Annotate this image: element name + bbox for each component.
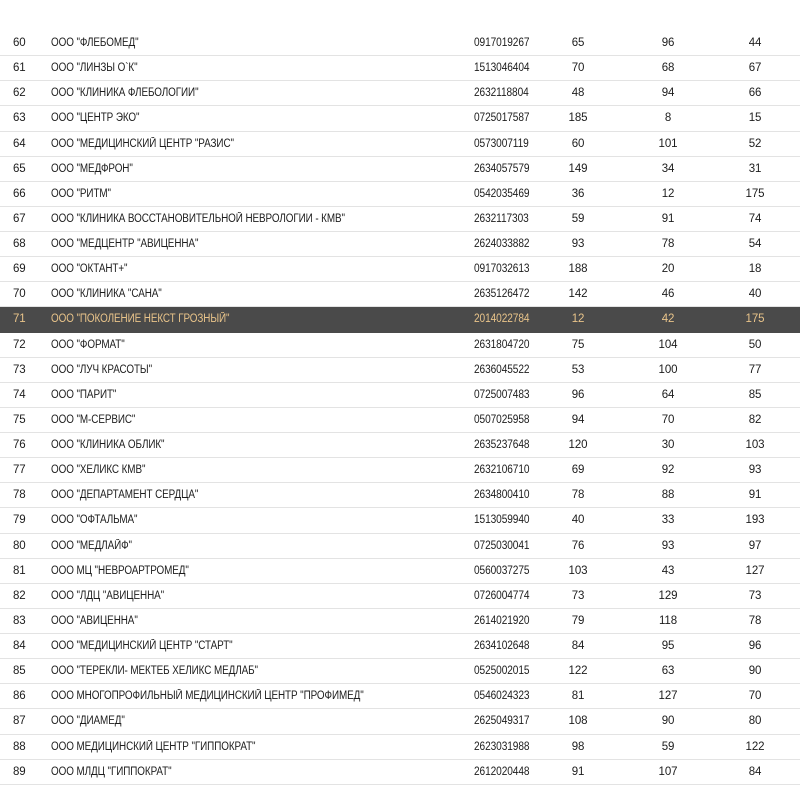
value-a-cell: 94 [571,413,585,426]
value-c-cell: 73 [748,589,762,602]
value-c-cell: 52 [748,137,762,150]
rank-cell: 81 [13,564,26,577]
value-c-cell: 122 [745,740,765,753]
inn-cell: 2635237648 [474,439,530,451]
value-b-cell: 104 [658,338,678,351]
table-row [0,735,800,760]
company-name-cell: ООО "МЕДЛАЙФ" [51,539,132,552]
value-b-cell: 70 [661,413,675,426]
table-row [0,483,800,508]
company-name-cell: ООО "АВИЦЕННА" [51,614,138,627]
inn-cell: 1513046404 [474,62,530,75]
value-b-cell: 127 [658,690,678,703]
value-b-cell: 92 [661,464,675,477]
value-b-cell: 95 [661,640,675,652]
table-row [0,232,800,257]
value-a-cell: 93 [571,238,585,250]
rank-cell: 75 [13,413,26,426]
value-a-cell: 81 [571,690,585,703]
value-c-cell: 193 [745,514,765,527]
rank-cell: 89 [13,765,26,778]
value-b-cell: 64 [661,388,675,401]
inn-cell: 2625049317 [474,715,530,728]
company-name-cell: ООО МЛДЦ "ГИППОКРАТ" [51,765,172,778]
inn-cell: 2014022784 [474,313,530,326]
value-a-cell: 91 [571,765,585,778]
rank-cell: 87 [13,715,26,728]
table-row [0,609,800,634]
rank-cell: 66 [13,187,26,200]
value-a-cell: 98 [571,740,585,753]
value-b-cell: 96 [661,37,675,49]
company-name-cell: ООО МЕДИЦИНСКИЙ ЦЕНТР "ГИППОКРАТ" [51,740,256,753]
company-name-cell: ООО "ОФТАЛЬМА" [51,514,138,527]
value-a-cell: 75 [571,338,585,351]
rank-cell: 80 [13,539,26,552]
inn-cell: 2634057579 [474,162,530,175]
company-name-cell: ООО "КЛИНИКА ФЛЕБОЛОГИИ" [51,87,199,100]
table-row [0,584,800,609]
inn-cell: 1513059940 [474,514,530,527]
inn-cell: 2636045522 [474,363,530,376]
inn-cell: 0726004774 [474,589,530,602]
rank-cell: 72 [13,338,26,351]
company-name-cell: ООО "ЛИНЗЫ О`К" [51,62,138,75]
table-row [0,709,800,734]
company-name-cell: ООО "ОКТАНТ+" [51,263,128,276]
value-a-cell: 142 [568,288,588,301]
value-a-cell: 36 [571,187,585,200]
value-c-cell: 70 [748,690,762,703]
value-c-cell: 103 [745,439,765,451]
value-b-cell: 91 [661,212,675,225]
rank-cell: 77 [13,464,26,477]
value-a-cell: 84 [571,640,585,652]
value-c-cell: 40 [748,288,762,301]
value-c-cell: 66 [748,87,762,100]
company-name-cell: ООО "ФЛЕБОМЕД" [51,37,139,49]
value-b-cell: 118 [658,614,678,627]
value-c-cell: 80 [748,715,762,728]
ranking-table [0,31,800,785]
rank-cell: 78 [13,489,26,502]
rank-cell: 73 [13,363,26,376]
value-a-cell: 79 [571,614,585,627]
rank-cell: 63 [13,112,26,125]
table-row [0,56,800,81]
table-row [0,257,800,282]
value-c-cell: 127 [745,564,765,577]
rank-cell: 88 [13,740,26,753]
inn-cell: 0573007119 [474,137,529,150]
table-row [0,207,800,232]
value-c-cell: 85 [748,388,762,401]
company-name-cell: ООО "ДИАМЕД" [51,715,125,728]
value-a-cell: 40 [571,514,585,527]
table-row [0,458,800,483]
value-c-cell: 15 [748,112,762,125]
company-name-cell: ООО "ДЕПАРТАМЕНТ СЕРДЦА" [51,489,199,502]
inn-cell: 2632106710 [474,464,530,477]
company-name-cell: ООО "ЛДЦ "АВИЦЕННА" [51,589,165,602]
company-name-cell: ООО "МЕДИЦИНСКИЙ ЦЕНТР "СТАРТ" [51,640,233,652]
value-b-cell: 101 [658,137,678,150]
rank-cell: 85 [13,665,26,678]
value-a-cell: 108 [568,715,588,728]
value-a-cell: 120 [568,439,588,451]
value-a-cell: 59 [571,212,585,225]
company-name-cell: ООО "ФОРМАТ" [51,338,125,351]
value-b-cell: 107 [658,765,678,778]
company-name-cell: ООО "КЛИНИКА "САНА" [51,288,162,301]
value-b-cell: 34 [661,162,675,175]
inn-cell: 0725030041 [474,539,530,552]
value-b-cell: 33 [661,514,675,527]
company-name-cell: ООО "МЕДФРОН" [51,162,133,175]
value-c-cell: 84 [748,765,762,778]
value-c-cell: 54 [748,238,762,250]
value-a-cell: 76 [571,539,585,552]
inn-cell: 2632117303 [474,212,529,225]
value-b-cell: 68 [661,62,675,75]
table-row [0,282,800,307]
company-name-cell: ООО "ПАРИТ" [51,388,117,401]
company-name-cell: ООО "КЛИНИКА ВОССТАНОВИТЕЛЬНОЙ НЕВРОЛОГИИ - КМВ" [51,212,345,225]
inn-cell: 2632118804 [474,87,529,100]
value-a-cell: 103 [568,564,588,577]
rank-cell: 86 [13,690,26,703]
table-row [0,157,800,182]
value-a-cell: 69 [571,464,585,477]
rank-cell: 79 [13,514,26,527]
value-b-cell: 88 [661,489,675,502]
value-b-cell: 8 [664,112,672,125]
table-row [0,182,800,207]
value-c-cell: 44 [748,37,762,49]
table-row [0,31,800,56]
value-a-cell: 96 [571,388,585,401]
rank-cell: 83 [13,614,26,627]
table-row [0,534,800,559]
inn-cell: 2623031988 [474,740,530,753]
value-c-cell: 74 [748,212,762,225]
table-row [0,684,800,709]
rank-cell: 71 [13,313,26,326]
company-name-cell: ООО "ПОКОЛЕНИЕ НЕКСТ ГРОЗНЫЙ" [51,313,230,326]
value-b-cell: 42 [661,313,675,326]
rank-cell: 84 [13,640,26,652]
value-c-cell: 97 [748,539,762,552]
inn-cell: 2624033882 [474,238,530,250]
value-a-cell: 12 [571,313,585,326]
rank-cell: 76 [13,439,26,451]
inn-cell: 0542035469 [474,187,530,200]
value-b-cell: 129 [658,589,678,602]
value-c-cell: 91 [748,489,762,502]
rank-cell: 61 [13,62,26,75]
value-b-cell: 20 [661,263,675,276]
value-a-cell: 78 [571,489,585,502]
value-a-cell: 70 [571,62,585,75]
inn-cell: 2634800410 [474,489,530,502]
value-a-cell: 60 [571,137,585,150]
company-name-cell: ООО "МЕДЦЕНТР "АВИЦЕННА" [51,238,199,250]
inn-cell: 2631804720 [474,338,530,351]
value-b-cell: 100 [658,363,678,376]
rank-cell: 62 [13,87,26,100]
inn-cell: 0725007483 [474,388,530,401]
value-b-cell: 43 [661,564,675,577]
table-row [0,358,800,383]
value-c-cell: 77 [748,363,762,376]
value-c-cell: 93 [748,464,762,477]
table-row [0,634,800,659]
rank-cell: 64 [13,137,26,150]
company-name-cell: ООО "ТЕРЕКЛИ- МЕКТЕБ ХЕЛИКС МЕДЛАБ" [51,665,258,678]
table-row [0,433,800,458]
table-row [0,81,800,106]
value-a-cell: 65 [571,37,585,49]
value-a-cell: 53 [571,363,585,376]
company-name-cell: ООО "ЛУЧ КРАСОТЫ" [51,363,152,376]
value-b-cell: 12 [661,187,675,200]
value-a-cell: 188 [568,263,588,276]
value-b-cell: 30 [661,439,675,451]
rank-cell: 68 [13,238,26,250]
value-b-cell: 93 [661,539,675,552]
value-c-cell: 50 [748,338,762,351]
value-c-cell: 82 [748,413,762,426]
rank-cell: 67 [13,212,26,225]
value-a-cell: 149 [568,162,588,175]
value-b-cell: 63 [661,665,675,678]
inn-cell: 0525002015 [474,665,530,678]
company-name-cell: ООО "КЛИНИКА ОБЛИК" [51,439,165,451]
table-row [0,333,800,358]
table-row [0,760,800,785]
value-a-cell: 185 [568,112,588,125]
inn-cell: 0546024323 [474,690,530,703]
rank-cell: 70 [13,288,26,301]
company-name-cell: ООО "ХЕЛИКС КМВ" [51,464,146,477]
value-c-cell: 90 [748,665,762,678]
company-name-cell: ООО МЦ "НЕВРОАРТРОМЕД" [51,564,189,577]
table-row [0,106,800,131]
inn-cell: 0560037275 [474,564,530,577]
inn-cell: 2634102648 [474,640,530,652]
inn-cell: 0917019267 [474,37,530,49]
value-a-cell: 122 [568,665,588,678]
table-row [0,383,800,408]
value-b-cell: 59 [661,740,675,753]
value-b-cell: 46 [661,288,675,301]
value-c-cell: 18 [748,263,762,276]
company-name-cell: ООО "М-СЕРВИС" [51,413,136,426]
value-b-cell: 94 [661,87,675,100]
rank-cell: 65 [13,162,26,175]
company-name-cell: ООО МНОГОПРОФИЛЬНЫЙ МЕДИЦИНСКИЙ ЦЕНТР "ПРОФИМЕД" [51,690,364,703]
company-name-cell: ООО "МЕДИЦИНСКИЙ ЦЕНТР "РАЗИС" [51,137,234,150]
company-name-cell: ООО "РИТМ" [51,187,111,200]
value-c-cell: 96 [748,640,762,652]
value-c-cell: 67 [748,62,762,75]
rank-cell: 82 [13,589,26,602]
value-c-cell: 78 [748,614,762,627]
value-b-cell: 78 [661,238,675,250]
rank-cell: 74 [13,388,26,401]
inn-cell: 0917032613 [474,263,530,276]
inn-cell: 2612020448 [474,765,530,778]
inn-cell: 0725017587 [474,112,530,125]
inn-cell: 0507025958 [474,413,530,426]
table-row [0,559,800,584]
table-row [0,508,800,533]
value-a-cell: 73 [571,589,585,602]
table-row [0,408,800,433]
inn-cell: 2614021920 [474,614,530,627]
inn-cell: 2635126472 [474,288,530,301]
value-c-cell: 31 [748,162,762,175]
value-c-cell: 175 [745,313,765,326]
value-b-cell: 90 [661,715,675,728]
value-c-cell: 175 [745,187,765,200]
value-a-cell: 48 [571,87,585,100]
table-row [0,659,800,684]
table-row-highlighted [0,307,800,332]
table-row [0,132,800,157]
rank-cell: 60 [13,37,26,49]
company-name-cell: ООО "ЦЕНТР ЭКО" [51,112,140,125]
rank-cell: 69 [13,263,26,276]
